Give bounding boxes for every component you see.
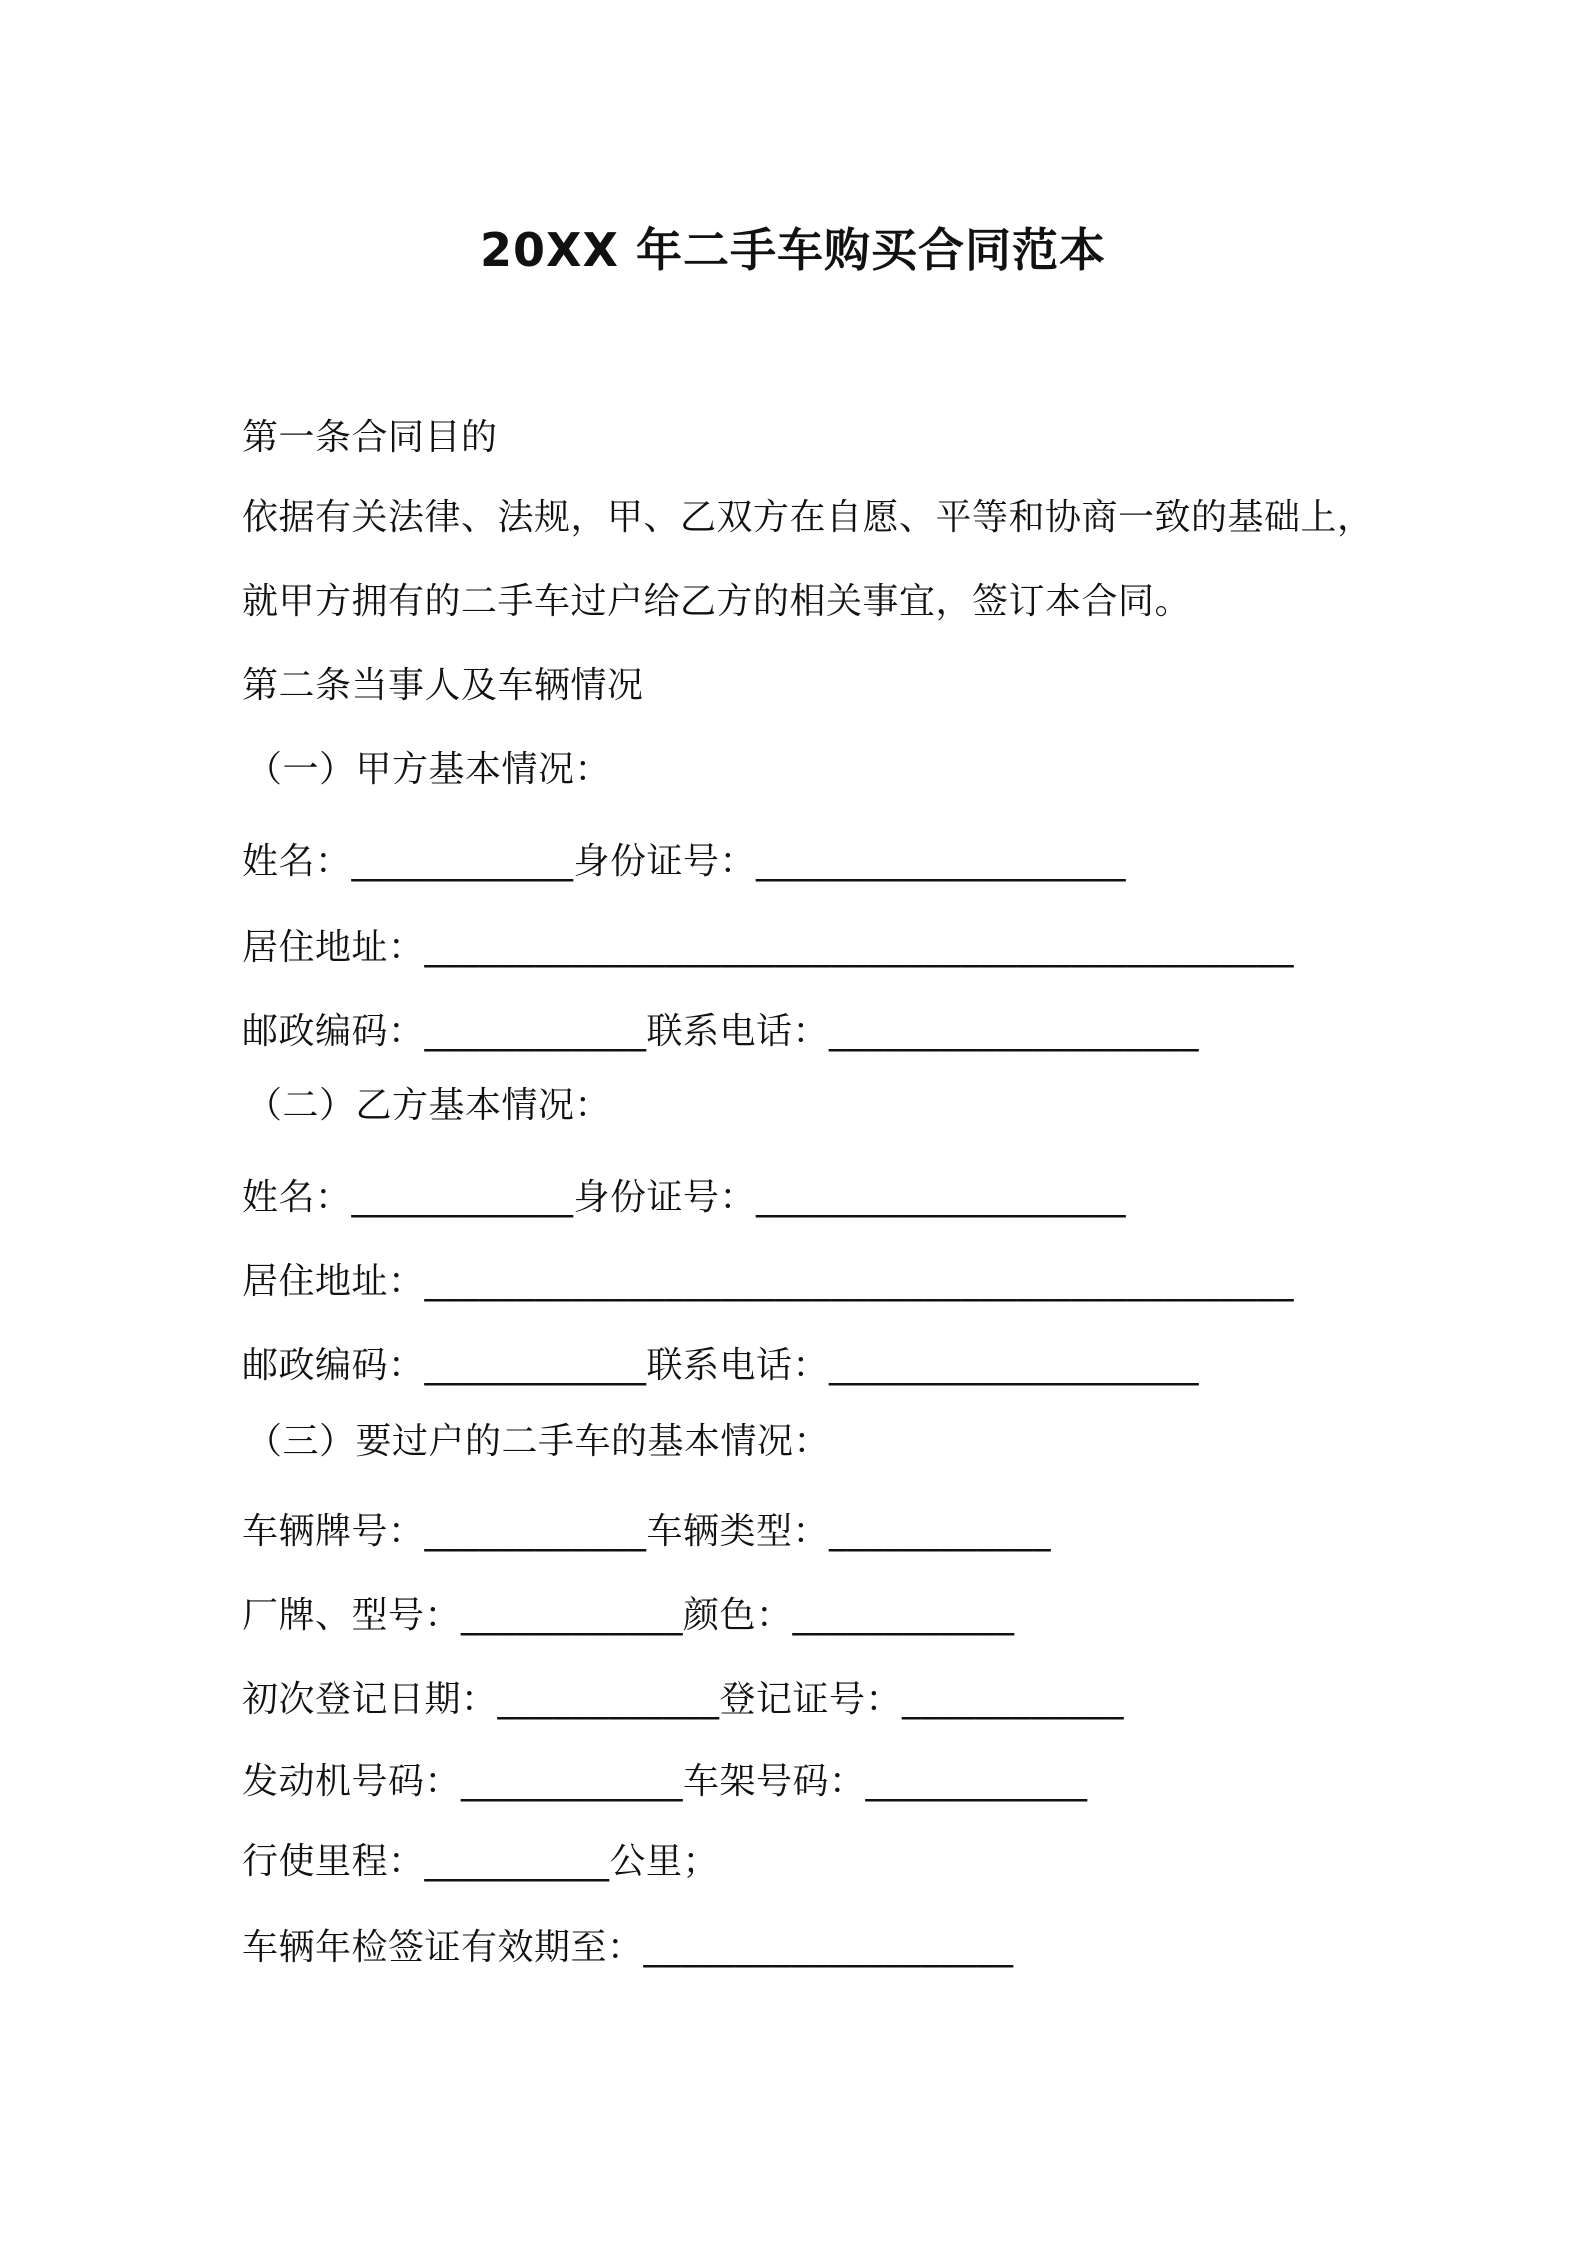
vehicle-mileage-field: 行使里程：__________公里； — [242, 1841, 720, 1882]
vehicle-registration-field: 初次登记日期：____________登记证号：____________ — [242, 1679, 1125, 1720]
party-b-name-id-field: 姓名：____________身份证号：____________________ — [242, 1177, 1127, 1218]
article-1-heading: 第一条合同目的 — [242, 417, 498, 458]
vehicle-inspection-field: 车辆年检签证有效期至：____________________ — [242, 1927, 1014, 1968]
party-a-name-id-field: 姓名：____________身份证号：____________________ — [242, 841, 1127, 882]
article-1-text-line-2: 就甲方拥有的二手车过户给乙方的相关事宜，签订本合同。 — [242, 581, 1192, 622]
party-a-address-field: 居住地址：_______________________________________________ — [242, 927, 1295, 968]
party-a-postcode-phone-field: 邮政编码：____________联系电话：____________________ — [242, 1011, 1200, 1052]
article-1-text-line-1: 依据有关法律、法规，甲、乙双方在自愿、平等和协商一致的基础上， — [242, 497, 1374, 538]
party-a-heading: （一）甲方基本情况： — [246, 749, 612, 790]
vehicle-heading: （三）要过户的二手车的基本情况： — [246, 1421, 831, 1462]
party-b-postcode-phone-field: 邮政编码：____________联系电话：____________________ — [242, 1345, 1200, 1386]
vehicle-engine-frame-field: 发动机号码：____________车架号码：____________ — [242, 1761, 1088, 1802]
article-2-heading: 第二条当事人及车辆情况 — [242, 665, 644, 706]
vehicle-plate-type-field: 车辆牌号：____________车辆类型：____________ — [242, 1511, 1052, 1552]
document-title: 20XX 年二手车购买合同范本 — [480, 223, 1106, 277]
party-b-address-field: 居住地址：_______________________________________________ — [242, 1261, 1295, 1302]
party-b-heading: （二）乙方基本情况： — [246, 1085, 612, 1126]
vehicle-brand-color-field: 厂牌、型号：____________颜色：____________ — [242, 1595, 1015, 1636]
